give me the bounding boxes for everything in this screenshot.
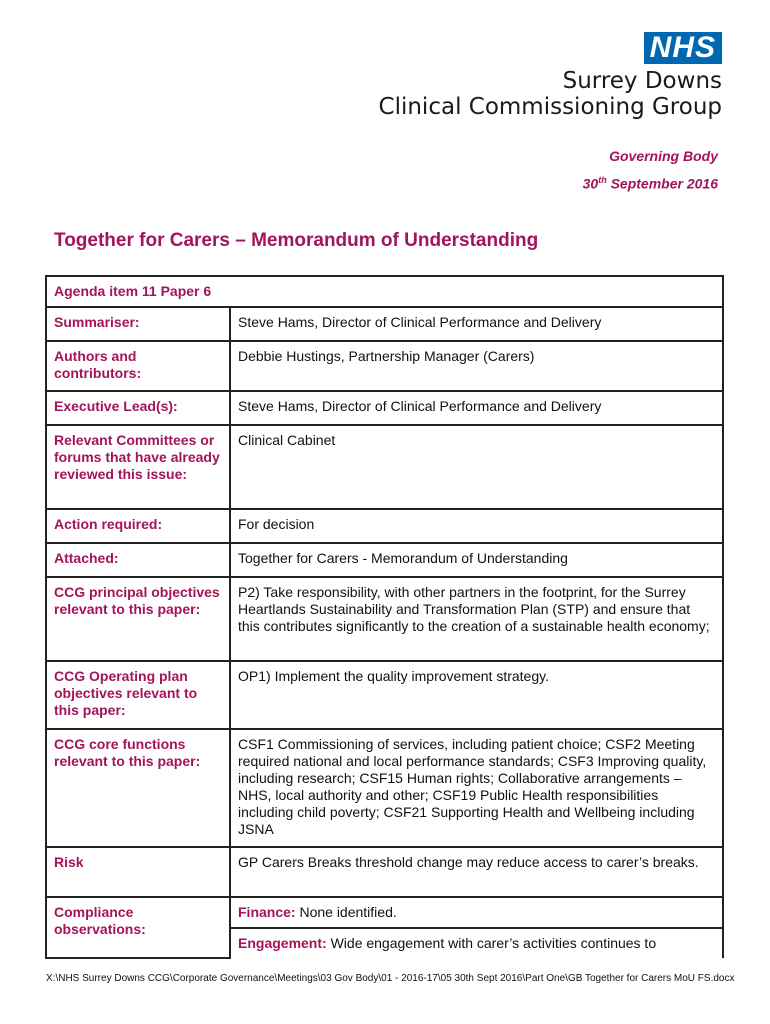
row-value: Steve Hams, Director of Clinical Performance and Delivery: [230, 307, 723, 341]
finance-cell: [230, 897, 723, 928]
row-label: Risk: [46, 847, 230, 897]
agenda-item: Agenda item 11 Paper 6: [46, 276, 723, 307]
nhs-logo: NHS: [644, 32, 722, 64]
engagement-value: Wide engagement with carer’s activities continues to: [326, 935, 657, 951]
meeting-name: Governing Body: [609, 148, 718, 164]
table-row: [46, 661, 723, 729]
org-name-line1: Surrey Downs: [562, 68, 722, 94]
row-label: Relevant Committees or forums that have already reviewed this issue:: [46, 425, 230, 509]
org-name-line2: Clinical Commissioning Group: [378, 94, 722, 120]
engagement-cell: [230, 928, 723, 958]
table-row: [46, 729, 723, 847]
date-rest: September 2016: [606, 175, 718, 192]
engagement-label: Engagement:: [238, 935, 327, 951]
table-row: [46, 543, 723, 577]
date-suffix: th: [598, 175, 607, 185]
row-label: Authors and contributors:: [46, 341, 230, 391]
row-value: For decision: [230, 509, 723, 543]
table-row: [46, 509, 723, 543]
document-title: Together for Carers – Memorandum of Understanding: [54, 230, 539, 251]
row-label: Attached:: [46, 543, 230, 577]
row-value: OP1) Implement the quality improvement strategy.: [230, 661, 723, 729]
row-value: Together for Carers - Memorandum of Understanding: [230, 543, 723, 577]
finance-value: None identified.: [295, 904, 397, 920]
compliance-row: [46, 897, 723, 928]
table-row: [46, 341, 723, 391]
row-value: Debbie Hustings, Partnership Manager (Carers): [230, 341, 723, 391]
row-value: Steve Hams, Director of Clinical Performance and Delivery: [230, 391, 723, 425]
row-label: CCG core functions relevant to this paper:: [46, 729, 230, 847]
file-path-footer: X:\NHS Surrey Downs CCG\Corporate Governance\Meetings\03 Gov Body\01 - 2016-17\05 30th Sept 2016\Part One\GB Together for Carers MoU FS.docx: [46, 973, 735, 984]
table-row: [46, 847, 723, 897]
row-value: GP Carers Breaks threshold change may reduce access to carer’s breaks.: [230, 847, 723, 897]
row-label: CCG principal objectives relevant to this paper:: [46, 577, 230, 661]
compliance-label: Compliance observations:: [46, 897, 230, 958]
meeting-info: [583, 144, 718, 196]
row-value: Clinical Cabinet: [230, 425, 723, 509]
agenda-row: [46, 276, 723, 307]
cover-sheet-table: [45, 275, 724, 959]
row-label: Executive Lead(s):: [46, 391, 230, 425]
row-label: CCG Operating plan objectives relevant to this paper:: [46, 661, 230, 729]
table-row: [46, 425, 723, 509]
meeting-date: [583, 168, 718, 196]
table-row: [46, 391, 723, 425]
row-label: Summariser:: [46, 307, 230, 341]
row-value: CSF1 Commissioning of services, including patient choice; CSF2 Meeting required national and local performance standards; CSF3 Improving quality, including research; CSF15 Human rights; Collaborative arrangements – NHS, local authority and other; CSF19 Public Health responsibilities including child poverty; CSF21 Supporting Health and Wellbeing including JSNA: [230, 729, 723, 847]
date-day: 30: [582, 175, 599, 192]
header: [379, 32, 722, 120]
row-value: P2) Take responsibility, with other partners in the footprint, for the Surrey Heartlands Sustainability and Transformation Plan (STP) and ensure that this contributes significantly to the creation of a sustainable health economy;: [230, 577, 723, 661]
row-label: Action required:: [46, 509, 230, 543]
table-row: [46, 577, 723, 661]
finance-label: Finance:: [238, 904, 296, 920]
table-row: [46, 307, 723, 341]
